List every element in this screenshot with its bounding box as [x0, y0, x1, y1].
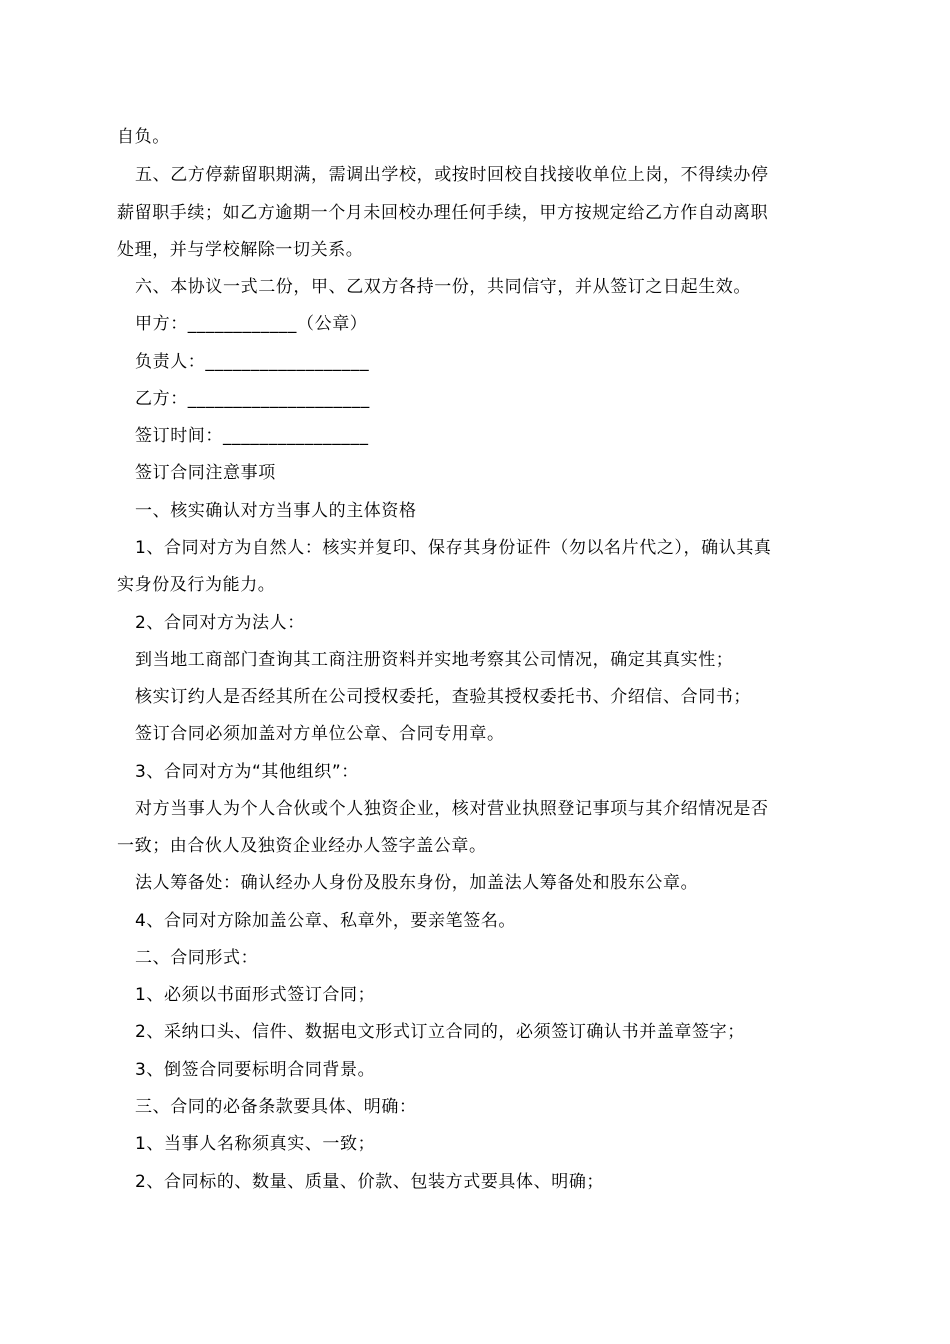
- signature-field-party-b: 乙方：____________________: [135, 389, 370, 409]
- paragraph-line: 3、倒签合同要标明合同背景。: [135, 1060, 376, 1080]
- paragraph-line: 1、合同对方为自然人：核实并复印、保存其身份证件（勿以名片代之），确认其真: [135, 538, 772, 558]
- paragraph-line: 2、合同标的、数量、质量、价款、包装方式要具体、明确；: [135, 1172, 605, 1192]
- paragraph-line: 法人筹备处：确认经办人身份及股东身份，加盖法人筹备处和股东公章。: [135, 873, 699, 893]
- paragraph-line: 五、乙方停薪留职期满，需调出学校，或按时回校自找接收单位上岗，不得续办停: [135, 165, 769, 185]
- paragraph-line: 签订合同必须加盖对方单位公章、合同专用章。: [135, 724, 505, 744]
- paragraph-line: 3、合同对方为“其他组织”：: [135, 762, 359, 782]
- paragraph-line: 2、采纳口头、信件、数据电文形式订立合同的，必须签订确认书并盖章签字；: [135, 1022, 745, 1042]
- signature-field-date: 签订时间：________________: [135, 426, 369, 446]
- paragraph-line: 处理，并与学校解除一切关系。: [117, 240, 364, 260]
- section-heading: 签订合同注意事项: [135, 463, 276, 483]
- paragraph-line: 4、合同对方除加盖公章、私章外，要亲笔签名。: [135, 911, 517, 931]
- section-heading: 一、核实确认对方当事人的主体资格: [135, 501, 417, 521]
- paragraph-line: 到当地工商部门查询其工商注册资料并实地考察其公司情况，确定其真实性；: [135, 650, 734, 670]
- paragraph-line: 核实订约人是否经其所在公司授权委托，查验其授权委托书、介绍信、合同书；: [135, 687, 751, 707]
- paragraph-line: 1、必须以书面形式签订合同；: [135, 985, 376, 1005]
- paragraph-line: 实身份及行为能力。: [117, 575, 276, 595]
- section-heading: 三、合同的必备条款要具体、明确：: [135, 1097, 417, 1117]
- paragraph-line: 对方当事人为个人合伙或个人独资企业，核对营业执照登记事项与其介绍情况是否: [135, 799, 769, 819]
- paragraph-line: 自负。: [117, 127, 170, 147]
- signature-field-party-a: 甲方：____________（公章）: [135, 314, 368, 334]
- paragraph-line: 薪留职手续；如乙方逾期一个月未回校办理任何手续，甲方按规定给乙方作自动离职: [117, 203, 769, 223]
- signature-field-responsible: 负责人：__________________: [135, 352, 370, 372]
- paragraph-line: 六、本协议一式二份，甲、乙双方各持一份，共同信守，并从签订之日起生效。: [135, 277, 751, 297]
- paragraph-line: 1、当事人名称须真实、一致；: [135, 1134, 376, 1154]
- section-heading: 二、合同形式：: [135, 948, 259, 968]
- paragraph-line: 一致；由合伙人及独资企业经办人签字盖公章。: [117, 836, 487, 856]
- paragraph-line: 2、合同对方为法人：: [135, 613, 305, 633]
